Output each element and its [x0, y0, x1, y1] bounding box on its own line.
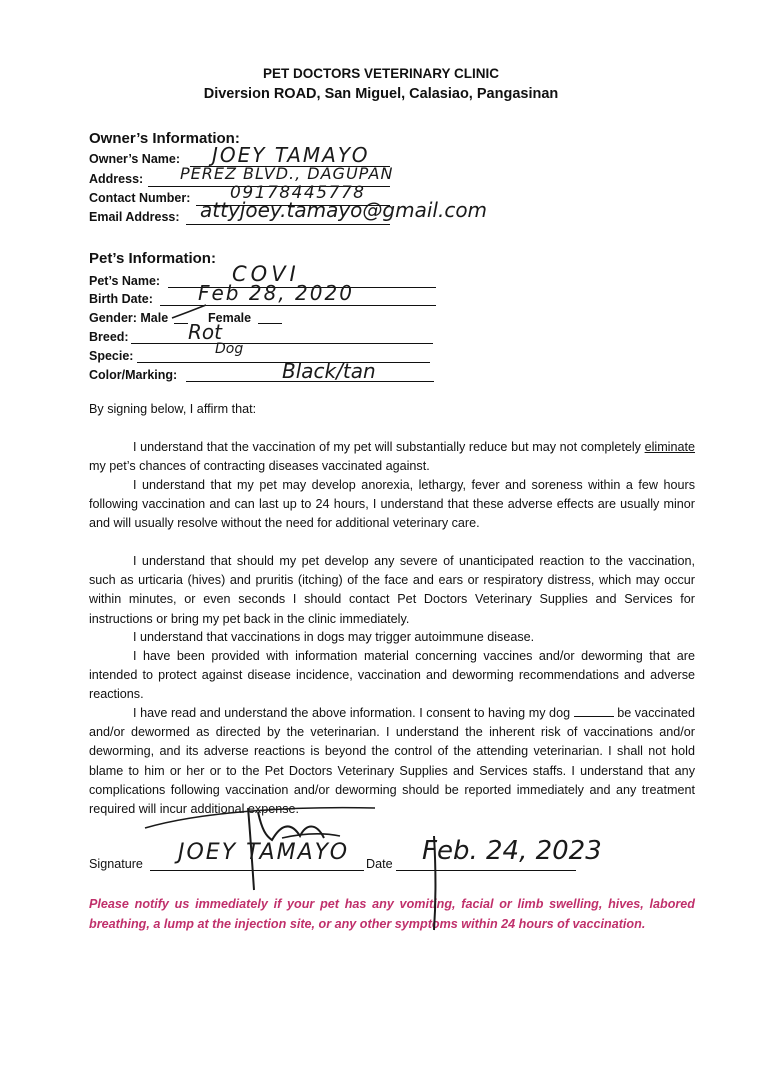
paragraph-1-text-b: my pet’s chances of contracting diseases vaccinated against. — [89, 459, 430, 474]
birth-date-value[interactable]: Feb 28, 2020 — [198, 281, 354, 305]
paragraph-2: I understand that my pet may develop anorexia, lethargy, fever and soreness within a few hours following vaccination and can last up to 24 hours, I understand that these adverse effects are usually minor and will usually resolve without the need for additional veterinary care. — [89, 478, 695, 531]
owner-section-heading: Owner’s Information: — [89, 130, 240, 147]
gender-female-label: Female — [208, 311, 252, 325]
pet-name-label: Pet’s Name: — [89, 274, 161, 288]
signature-label: Signature — [89, 857, 143, 871]
owner-contact-value[interactable]: 09178445778 — [230, 183, 366, 203]
signature-value[interactable]: JOEY TAMAYO — [178, 840, 350, 865]
owner-name-label: Owner’s Name: — [89, 152, 181, 166]
paragraph-6-text-a: I have read and understand the above information. I consent to having my dog — [133, 706, 574, 720]
owner-address-label: Address: — [89, 172, 144, 186]
affirm-intro: By signing below, I affirm that: — [89, 402, 257, 416]
paragraph-3: I understand that should my pet develop any severe of unanticipated reaction to the vaccination, such as urticaria (hives) and pruritis (itching) of the face and ears or respiratory distress, which may occur within minutes, or even seconds I should contact Pet Doctors Veterinary Supplies and Services for instructions or bring my pet back in the clinic immediately. — [89, 554, 695, 626]
owner-email-label: Email Address: — [89, 210, 180, 224]
pet-section-heading: Pet’s Information: — [89, 250, 216, 267]
owner-email-value[interactable]: attyjoey.tamayo@gmail.com — [200, 198, 488, 222]
notice-text: Please notify us immediately if your pet has any vomiting, facial or limb swelling, hives, labored breathing, a lump at the injection site, or any other symptoms within 24 hours of vaccination. — [89, 897, 695, 931]
pet-name-value[interactable]: COVI — [232, 262, 300, 286]
date-label: Date — [366, 857, 393, 871]
owner-contact-label: Contact Number: — [89, 191, 191, 205]
birth-date-label: Birth Date: — [89, 292, 153, 306]
male-check-mark — [172, 305, 206, 318]
color-marking-label: Color/Marking: — [89, 368, 178, 382]
paragraph-6-text-b: be vaccinated and/or dewormed as directed by the veterinarian. I understand the inherent risk of vaccinations and/or deworming, and its adverse reactions is beyond the control of the attending veterinarian. I shall not hold blame to him or her or to the Pet Doctors Veterinary Supplies and Services staffs. I understand that any complications following vaccination and/or deworming should be reported immediately and any treatment required will incur additional expense. — [89, 706, 695, 817]
signature-stroke-1 — [248, 808, 254, 890]
paragraph-5: I have been provided with information material concerning vaccines and/or deworming that are intended to protect against disease incidence, vaccination and deworming recommendations and adverse reactions. — [89, 649, 695, 702]
signature-stroke-4 — [282, 834, 340, 838]
gender-male-label: Gender: Male — [89, 311, 169, 325]
paragraph-4: I understand that vaccinations in dogs may trigger autoimmune disease. — [133, 630, 535, 644]
specie-value[interactable]: Dog — [215, 341, 244, 357]
date-stroke — [434, 836, 436, 930]
clinic-name: PET DOCTORS VETERINARY CLINIC — [262, 66, 500, 81]
paragraph-1-text-a: I understand that the vaccination of my pet will substantially reduce but may not completely — [133, 440, 645, 454]
specie-label: Specie: — [89, 349, 134, 363]
paragraph-1-underlined: eliminate — [644, 440, 695, 454]
date-value[interactable]: Feb. 24, 2023 — [422, 836, 602, 866]
owner-address-value[interactable]: PEREZ BLVD., DAGUPAN — [180, 164, 394, 183]
color-marking-value[interactable]: Black/tan — [282, 359, 376, 383]
clinic-address: Diversion ROAD, San Miguel, Calasiao, Pangasinan — [203, 86, 559, 102]
breed-label: Breed: — [89, 330, 129, 344]
breed-value[interactable]: Rot — [188, 320, 222, 344]
owner-name-value[interactable]: JOEY TAMAYO — [212, 143, 370, 167]
